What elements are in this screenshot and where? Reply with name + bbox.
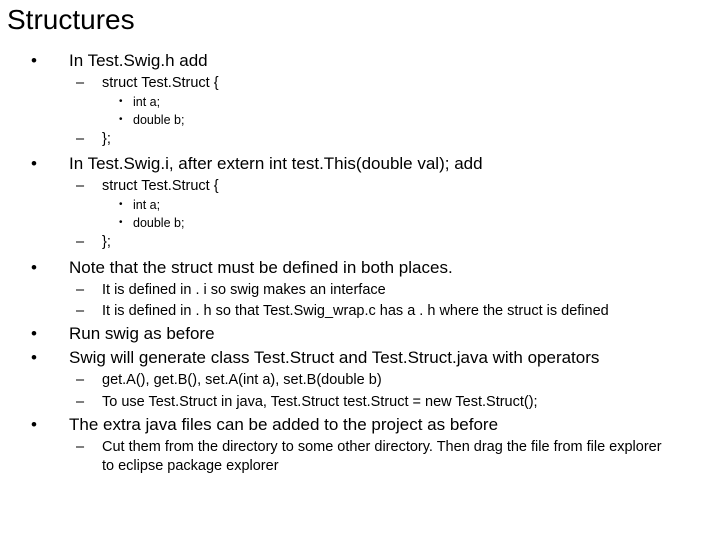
list-item (31, 414, 499, 436)
dash-icon: – (76, 75, 85, 91)
list-item (76, 438, 672, 476)
bullet-icon: • (119, 217, 123, 228)
list-item (76, 74, 219, 93)
list-item (76, 371, 382, 390)
bullet-icon: • (31, 154, 37, 173)
list-item (119, 112, 185, 128)
item-text: double b; (133, 113, 185, 127)
item-text: }; (102, 131, 111, 147)
list-item (119, 197, 161, 213)
dash-icon: – (76, 394, 85, 410)
dash-icon: – (76, 234, 85, 250)
dash-icon: – (76, 131, 85, 147)
bullet-icon: • (31, 324, 37, 343)
item-text: Cut them from the directory to some other directory. Then drag the file from file explorer to eclipse package explorer (102, 439, 662, 474)
list-item (31, 257, 453, 279)
bullet-icon: • (119, 96, 123, 107)
list-item (119, 94, 161, 110)
list-item (119, 215, 185, 231)
bullet-icon: • (31, 348, 37, 367)
dash-icon: – (76, 282, 85, 298)
list-item (76, 281, 386, 300)
list-item (31, 347, 600, 369)
item-text: }; (102, 234, 111, 250)
item-text: It is defined in . h so that Test.Swig_wrap.c has a . h where the struct is defined (102, 303, 609, 319)
list-item (76, 393, 538, 412)
list-item (76, 302, 609, 321)
item-text: In Test.Swig.i, after extern int test.This(double val); add (69, 154, 483, 173)
item-text: struct Test.Struct { (102, 178, 219, 194)
item-text: struct Test.Struct { (102, 75, 219, 91)
item-text: In Test.Swig.h add (69, 51, 208, 70)
item-text: It is defined in . i so swig makes an interface (102, 282, 386, 298)
bullet-icon: • (31, 51, 37, 70)
item-text: Run swig as before (69, 324, 215, 343)
item-text: Note that the struct must be defined in both places. (69, 258, 453, 277)
dash-icon: – (76, 439, 85, 455)
bullet-icon: • (119, 199, 123, 210)
page-title: Structures (7, 4, 135, 35)
list-item (76, 177, 219, 196)
item-text: The extra java files can be added to the project as before (69, 415, 499, 434)
list-item (31, 323, 215, 345)
list-item (76, 233, 111, 252)
item-text: int a; (133, 95, 161, 109)
dash-icon: – (76, 178, 85, 194)
bullet-icon: • (31, 258, 37, 277)
item-text: Swig will generate class Test.Struct and Test.Struct.java with operators (69, 348, 600, 367)
item-text: get.A(), get.B(), set.A(int a), set.B(double b) (102, 372, 382, 388)
bullet-icon: • (119, 114, 123, 125)
dash-icon: – (76, 303, 85, 319)
item-text: To use Test.Struct in java, Test.Struct test.Struct = new Test.Struct(); (102, 394, 538, 410)
list-item (31, 50, 208, 72)
dash-icon: – (76, 372, 85, 388)
item-text: double b; (133, 216, 185, 230)
bullet-icon: • (31, 415, 37, 434)
list-item (31, 153, 483, 175)
list-item (76, 130, 111, 149)
item-text: int a; (133, 198, 161, 212)
